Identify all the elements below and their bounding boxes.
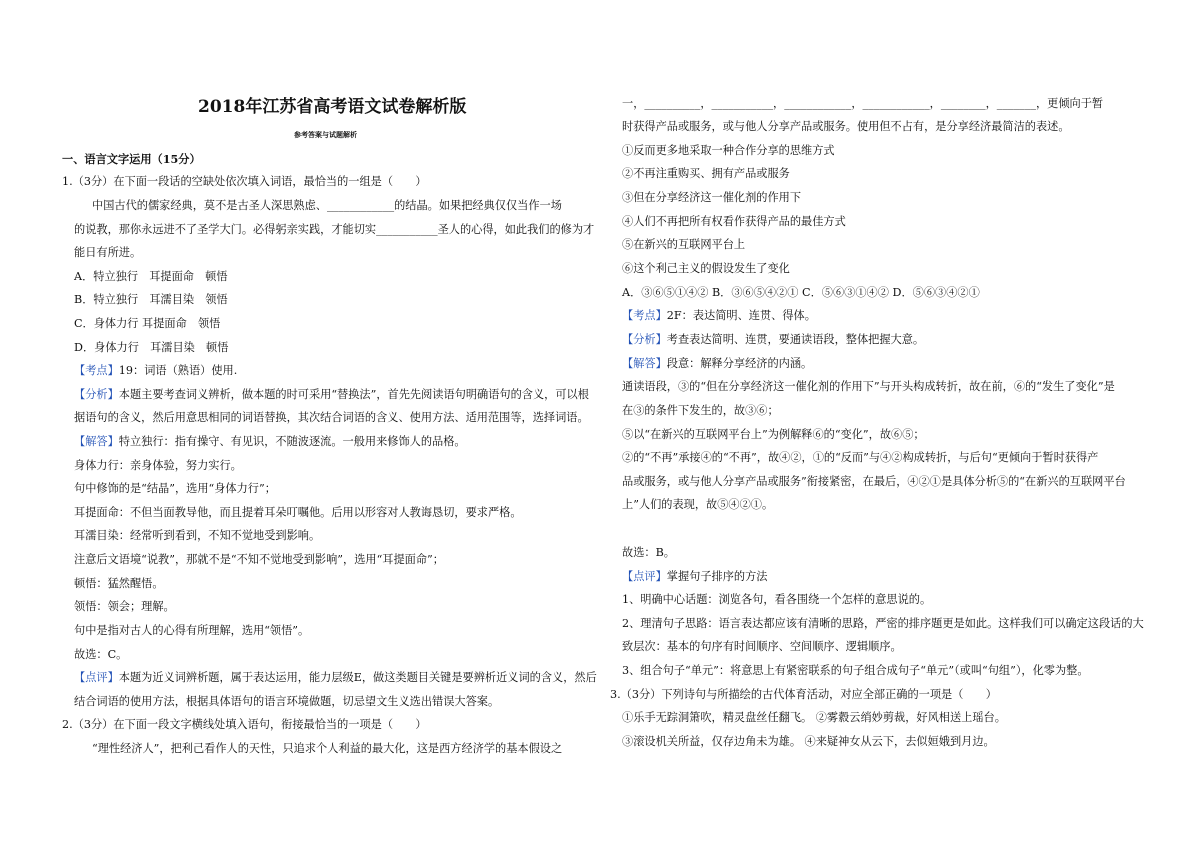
q2-dianping-line: 2、理清句子思路：语言表达都应该有清晰的思路，严密的排序题更是如此。这样我们可以确定这段话的大: [622, 617, 1144, 630]
dianping-text: 本题为近义词辨析题，属于表达运用，能力层级E，做这类题目关键是要辨析近义词的含义，然后: [118, 671, 597, 684]
q1-option-a: A．特立独行 耳提面命 顿悟: [74, 270, 228, 283]
q2-passage-cont2: 时获得产品或服务，或与他人分享产品或服务。使用但不占有，是分享经济最简洁的表述。: [622, 120, 1070, 133]
q1-jieda-line: 领悟：领会；理解。: [74, 600, 175, 613]
q1-stem: 1.（3分）在下面一段话的空缺处依次填入词语，最恰当的一组是（ ）: [62, 175, 427, 188]
q2-jieda-line: 品或服务，或与他人分享产品或服务”衔接紧密，在最后，④②①是具体分析⑤的“在新兴的互联网平台: [622, 475, 1126, 488]
q1-passage-line: 中国古代的儒家经典，莫不是古圣人深思熟虑、____________的结晶。如果把经典仅仅当作一场: [92, 199, 562, 212]
q1-option-c: C．身体力行 耳提面命 领悟: [74, 317, 221, 330]
q2-kaodian: [622, 309, 816, 323]
q1-jieda-line: 注意后文语境“说教”，那就不是“不知不觉地受到影响”，选用“耳提面命”；: [74, 553, 444, 566]
q2-stem: 2.（3分）在下面一段文字横线处填入语句，衔接最恰当的一项是（ ）: [62, 718, 427, 731]
fenxi-text: 本题主要考查词义辨析，做本题的时可采用“替换法”，首先先阅读语句明确语句的含义，可以根: [118, 388, 589, 401]
kaodian-text: 2F：表达简明、连贯、得体。: [666, 309, 816, 322]
q2-item: ①反而更多地采取一种合作分享的思维方式: [622, 144, 835, 157]
q1-passage-line: 能日有所进。: [74, 246, 142, 259]
q2-passage-cont: 一，__________，___________，____________，____________，________，_______，更倾向于暂: [622, 97, 1104, 110]
fenxi-tag: 【分析】: [74, 388, 119, 401]
dianping-tag: 【点评】: [74, 671, 119, 684]
q1-fenxi: [74, 388, 589, 402]
q3-line: ③滚设机关所益，仅存边角未为雄。 ④来疑神女从云下，去似姮娥到月边。: [622, 735, 995, 748]
q1-jieda-line: 耳提面命：不但当面教导他，而且提着耳朵叮嘱他。后用以形容对人教诲恳切，要求严格。: [74, 506, 522, 519]
q1-fenxi-cont: 据语句的含义，然后用意思相同的词语替换，其次结合词语的含义、使用方法、适用范围等，选择词语。: [74, 411, 589, 424]
q1-jieda-line: 身体力行：亲身体验，努力实行。: [74, 459, 242, 472]
q2-jieda-line: 通读语段，③的“但在分享经济这一催化剂的作用下”与开头构成转折，故在前，⑥的“发生了变化”是: [622, 380, 1115, 393]
q2-dianping-line: 1、明确中心话题：浏览各句，看各围绕一个怎样的意思说的。: [622, 593, 932, 606]
q1-passage-line: 的说教，那你永远进不了圣学大门。必得躬亲实践，才能切实___________圣人的心得，如此我们的修为才: [74, 223, 595, 236]
q1-kaodian: [74, 364, 237, 378]
page-title: 2018年江苏省高考语文试卷解析版: [198, 97, 467, 117]
q1-option-b: B．特立独行 耳濡目染 领悟: [74, 293, 228, 306]
jieda-text: 特立独行：指有操守、有见识，不随波逐流。一般用来修饰人的品格。: [118, 435, 466, 448]
q2-answer: 故选：B。: [622, 546, 675, 559]
q2-jieda-line: ⑤以“在新兴的互联网平台上”为例解释⑥的“变化”，故⑥⑤；: [622, 428, 925, 441]
q1-jieda: [74, 435, 466, 449]
dianping-tag: 【点评】: [622, 570, 667, 583]
q2-item: ②不再注重购买、拥有产品或服务: [622, 167, 790, 180]
fenxi-text: 考查表达简明、连贯，要通读语段，整体把握大意。: [666, 333, 925, 346]
q2-item: ③但在分享经济这一催化剂的作用下: [622, 191, 802, 204]
q1-jieda-line: 句中是指对古人的心得有所理解，选用“领悟”。: [74, 624, 310, 637]
page-subtitle: 参考答案与试题解析: [294, 130, 357, 139]
q1-dianping: [74, 671, 597, 685]
q2-options: A．③⑥⑤①④② B．③⑥⑤④②① C．⑤⑥③①④② D．⑤⑥③④②①: [622, 286, 980, 299]
q1-answer: 故选：C。: [74, 648, 128, 661]
section-heading: 一、语言文字运用（15分）: [62, 152, 201, 166]
q2-jieda-line: 上”人们的表现，故⑤④②①。: [622, 498, 774, 511]
q2-jieda-line: ②的“不再”承接④的“不再”，故④②，①的“反而”与④②构成转折，与后句“更倾向于暂时获得产: [622, 451, 1099, 464]
q2-item: ④人们不再把所有权看作获得产品的最佳方式: [622, 215, 846, 228]
q1-dianping-cont: 结合词语的使用方法，根据具体语句的语言环境做题，切忌望文生义选出错误大答案。: [74, 695, 500, 708]
q2-jieda-line: 在③的条件下发生的，故③⑥；: [622, 404, 779, 417]
q1-jieda-line: 耳濡目染：经常听到看到，不知不觉地受到影响。: [74, 529, 321, 542]
q1-jieda-line: 顿悟：猛然醒悟。: [74, 577, 164, 590]
q3-stem: 3.（3分）下列诗句与所描绘的古代体育活动，对应全部正确的一项是（ ）: [610, 688, 997, 701]
jieda-tag: 【解答】: [74, 435, 119, 448]
dianping-text: 掌握句子排序的方法: [666, 570, 768, 583]
q2-dianping-line: 致层次：基本的句序有时间顺序、空间顺序、逻辑顺序。: [622, 640, 902, 653]
kaodian-tag: 【考点】: [74, 364, 119, 377]
q2-item: ⑤在新兴的互联网平台上: [622, 238, 746, 251]
q1-jieda-line: 句中修饰的是“结晶”，选用“身体力行”；: [74, 482, 276, 495]
q2-passage-start: “理性经济人”，把利己看作人的天性，只追求个人利益的最大化，这是西方经济学的基本假设之: [92, 742, 563, 755]
fenxi-tag: 【分析】: [622, 333, 667, 346]
q1-option-d: D．身体力行 耳濡目染 顿悟: [74, 341, 229, 354]
q2-jieda: [622, 357, 812, 371]
kaodian-tag: 【考点】: [622, 309, 667, 322]
q3-line: ①乐手无踪洞箫吹，精灵盘丝任翻飞。 ②雾縠云绡妙剪裁，好风相送上瑶台。: [622, 711, 1006, 724]
q2-fenxi: [622, 333, 924, 347]
kaodian-text: 19：词语（熟语）使用.: [118, 364, 238, 377]
q2-item: ⑥这个利己主义的假设发生了变化: [622, 262, 790, 275]
jieda-tag: 【解答】: [622, 357, 667, 370]
q2-dianping: [622, 570, 767, 584]
q2-dianping-line: 3、组合句子“单元”：将意思上有紧密联系的句子组合成句子“单元”（或叫“句组”），化零为整。: [622, 664, 1089, 677]
jieda-text: 段意：解释分享经济的内涵。: [666, 357, 813, 370]
